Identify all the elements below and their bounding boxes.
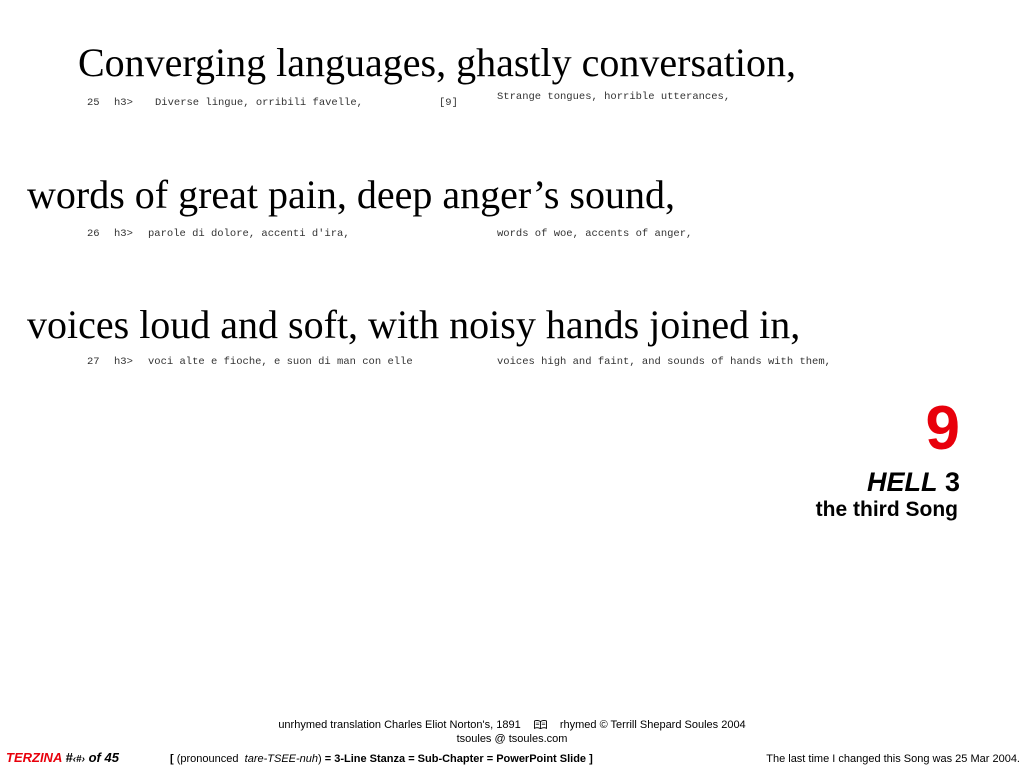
credits-line bbox=[0, 718, 1024, 732]
pronunciation: tare-TSEE-nuh bbox=[244, 753, 319, 765]
line-tag-25: h3> bbox=[114, 97, 133, 109]
translation-credit: unrhymed translation Charles Eliot Norton's, 1891 bbox=[278, 719, 521, 731]
close-paren: ) bbox=[318, 753, 322, 765]
italian-line-27: voci alte e fioche, e suon di man con elle bbox=[148, 356, 413, 368]
pronunciation-note bbox=[170, 750, 593, 768]
rhymed-line-1: Converging languages, ghastly conversation, bbox=[78, 40, 797, 85]
song-number: 3 bbox=[944, 467, 960, 497]
slide-number: 9 bbox=[925, 394, 960, 463]
literal-line-25: Strange tongues, horrible utterances, bbox=[497, 91, 731, 103]
rhymed-credit: rhymed © Terrill Shepard Soules 2004 bbox=[559, 719, 746, 731]
bracket-open: [ bbox=[170, 753, 174, 765]
terzina-label bbox=[6, 749, 119, 769]
page-total: of 45 bbox=[88, 750, 119, 765]
literal-line-26: words of woe, accents of anger, bbox=[497, 228, 693, 240]
italian-line-26: parole di dolore, accenti d'ira, bbox=[148, 228, 350, 240]
pronounced-label: (pronounced bbox=[176, 753, 239, 765]
last-changed: The last time I changed this Song was 25 Mar 2004. bbox=[766, 753, 1020, 765]
rhymed-line-2: words of great pain, deep anger’s sound, bbox=[27, 172, 675, 217]
page-number-placeholder: ‹#› bbox=[72, 754, 85, 765]
line-tag-26: h3> bbox=[114, 228, 133, 240]
open-book-icon bbox=[534, 720, 547, 729]
author-email[interactable]: tsoules @ tsoules.com bbox=[456, 733, 568, 745]
terzina-hash: # bbox=[65, 750, 73, 765]
song-title bbox=[867, 466, 960, 498]
terzina-definition: = 3-Line Stanza = Sub-Chapter = PowerPoint Slide ] bbox=[324, 753, 593, 765]
line-number-27: 27 bbox=[87, 356, 100, 368]
italian-line-25: Diverse lingue, orribili favelle, bbox=[155, 97, 363, 109]
song-subtitle: the third Song bbox=[815, 498, 958, 521]
line-number-25: 25 bbox=[87, 97, 100, 109]
terzina-word: TERZINA bbox=[6, 750, 62, 765]
footer bbox=[0, 750, 1024, 768]
line-number-26: 26 bbox=[87, 228, 100, 240]
literal-line-27: voices high and faint, and sounds of hands with them, bbox=[497, 356, 831, 368]
rhymed-line-3: voices loud and soft, with noisy hands joined in, bbox=[27, 302, 801, 347]
song-title-text: HELL bbox=[866, 467, 938, 497]
footnote-ref-9: [9] bbox=[439, 97, 458, 109]
line-tag-27: h3> bbox=[114, 356, 133, 368]
